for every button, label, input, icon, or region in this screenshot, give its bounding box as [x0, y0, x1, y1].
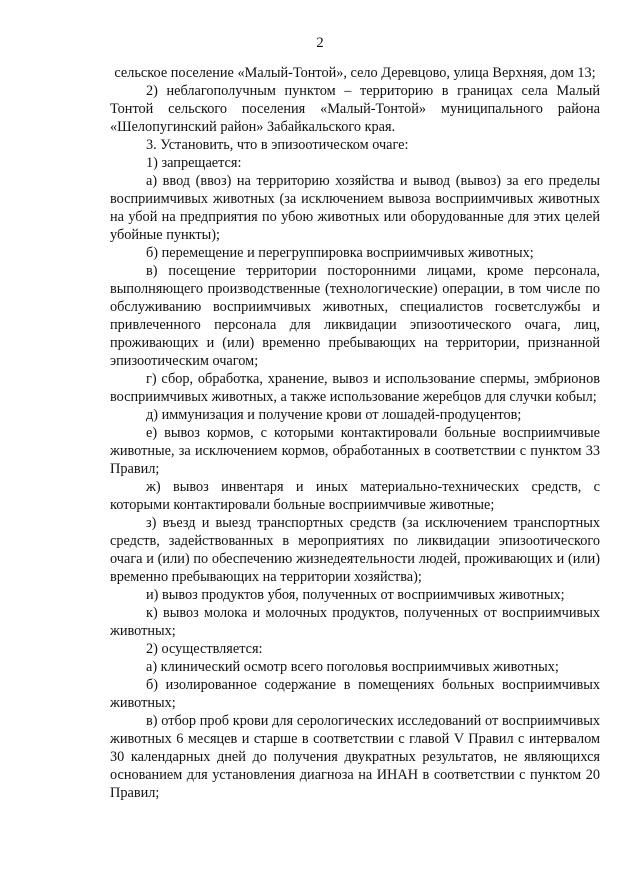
paragraph-performed-v: в) отбор проб крови для серологических исследований от восприимчивых животных 6 месяцев и старше в соответствии с главой V Правил с интервалом 30 календарных дней до получения двукратных результатов, не являющихся основанием для установления диагноза на ИНАН в соответствии с пунктом 20 Правил;: [110, 713, 600, 801]
paragraph-prohibited-heading: 1) запрещается:: [146, 155, 242, 171]
paragraph-performed-b: б) изолированное содержание в помещениях больных восприимчивых животных;: [110, 677, 600, 711]
paragraph-address-continuation: сельское поселение «Малый-Тонтой», село Деревцово, улица Верхняя, дом 13;: [114, 65, 596, 81]
paragraph-prohibited-a: а) ввод (ввоз) на территорию хозяйства и вывод (вывоз) за его пределы восприимчивых животных (за исключением вывоза восприимчивых животных на убой на предприятия по убою животных или оборудованные для этих целей убойные пункты);: [110, 173, 600, 243]
paragraph-prohibited-g: г) сбор, обработка, хранение, вывоз и использование спермы, эмбрионов восприимчивых животных, а также использование жеребцов для случки кобыл;: [110, 371, 600, 405]
document-body: [110, 64, 600, 802]
paragraph-section-3: 3. Установить, что в эпизоотическом очаге:: [146, 137, 409, 153]
paragraph-prohibited-zh: ж) вывоз инвентаря и иных материально-технических средств, с которыми контактировали больные восприимчивые животные;: [110, 479, 600, 513]
paragraph-item-2-unfavorable-point: 2) неблагополучным пунктом – территорию в границах села Малый Тонтой сельского поселения «Малый-Тонтой» муниципального района «Шелопугинский район» Забайкальского края.: [110, 83, 600, 135]
paragraph-prohibited-v: в) посещение территории посторонними лицами, кроме персонала, выполняющего производственные (технологические) операции, в том числе по обслуживанию восприимчивых животных, специалистов госветслужбы и привлеченного персонала для ликвидации эпизоотического очага, лиц, проживающих и (или) временно пребывающих на территории, признанной эпизоотическим очагом;: [110, 263, 600, 369]
paragraph-performed-a: а) клинический осмотр всего поголовья восприимчивых животных;: [146, 659, 559, 675]
paragraph-performed-heading: 2) осуществляется:: [146, 641, 263, 657]
paragraph-prohibited-i: и) вывоз продуктов убоя, полученных от восприимчивых животных;: [146, 587, 565, 603]
paragraph-prohibited-e: е) вывоз кормов, с которыми контактировали больные восприимчивые животные, за исключением кормов, обработанных в соответствии с пунктом 33 Правил;: [110, 425, 600, 477]
paragraph-prohibited-k: к) вывоз молока и молочных продуктов, полученных от восприимчивых животных;: [110, 605, 600, 639]
paragraph-prohibited-b: б) перемещение и перегруппировка восприимчивых животных;: [146, 245, 534, 261]
paragraph-prohibited-z: з) въезд и выезд транспортных средств (за исключением транспортных средств, задействованных в мероприятиях по ликвидации эпизоотического очага и (или) по обеспечению жизнедеятельности людей, проживающих и (или) временно пребывающих на территории хозяйства);: [110, 515, 600, 585]
paragraph-prohibited-d: д) иммунизация и получение крови от лошадей-продуцентов;: [146, 407, 522, 423]
page-number: 2: [316, 35, 324, 51]
